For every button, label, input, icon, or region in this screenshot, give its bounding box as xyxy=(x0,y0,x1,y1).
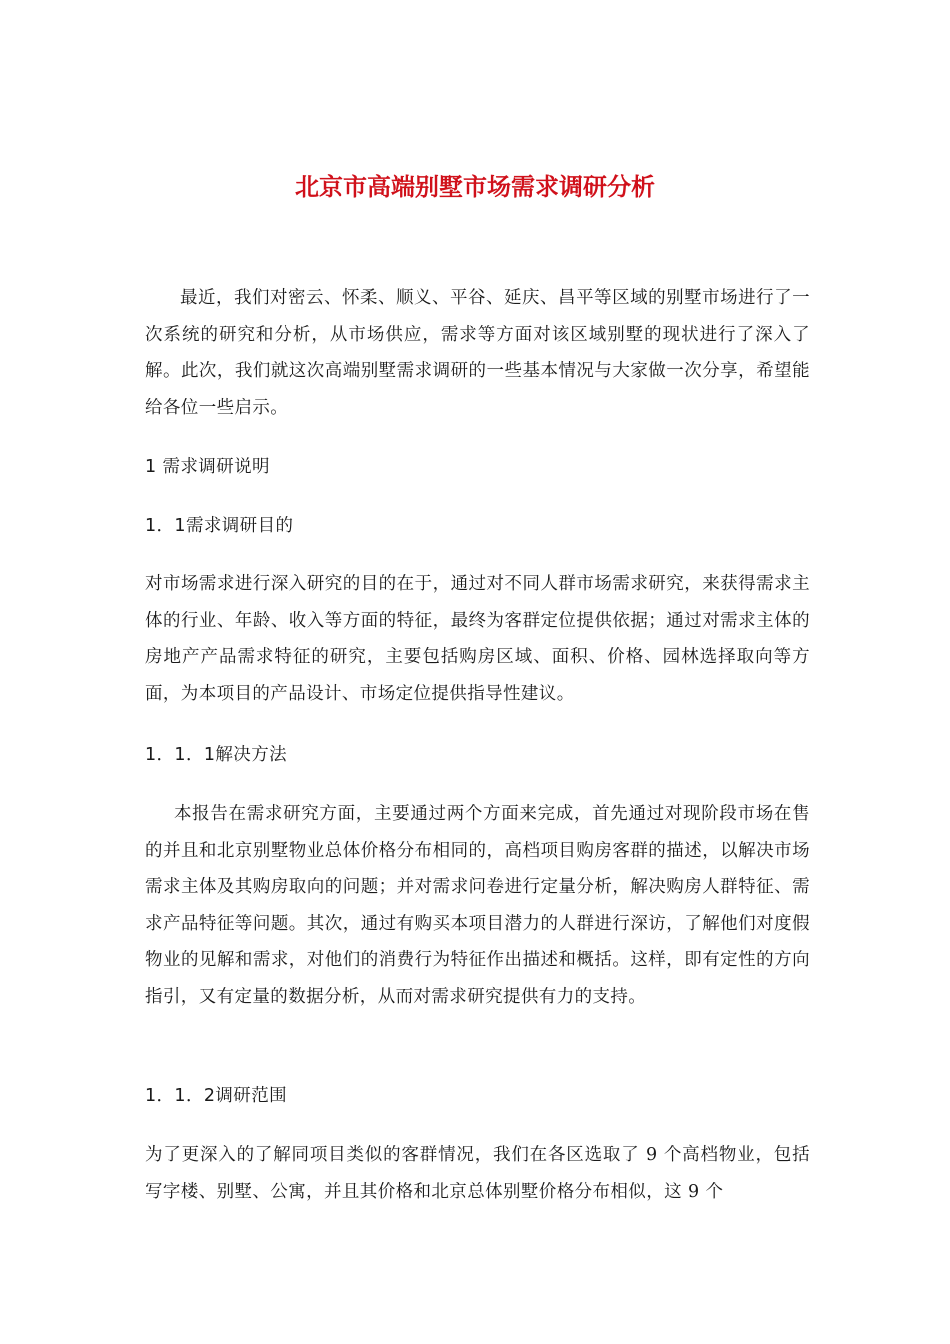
section-title: 需求调研目的 xyxy=(185,516,294,536)
document-title: 北京市高端别墅市场需求调研分析 xyxy=(295,172,655,201)
section-number: 1 xyxy=(145,457,163,477)
section-paragraph: 为了更深入的了解同项目类似的客群情况，我们在各区选取了 9 个高档物业，包括写字楼、别墅、公寓，并且其价格和北京总体别墅价格分布相似，这 9 个 xyxy=(145,1145,810,1202)
section-1-1-1-body-block xyxy=(145,796,810,1015)
section-title: 调研范围 xyxy=(215,1086,288,1106)
section-number: 1．1 xyxy=(145,516,186,536)
section-1-1-2-body-block xyxy=(145,1137,810,1210)
intro-paragraph-block xyxy=(145,280,810,426)
section-title: 需求调研说明 xyxy=(162,457,270,477)
section-title: 解决方法 xyxy=(215,745,288,765)
section-heading-1-1-2 xyxy=(145,1082,287,1110)
section-heading-1-1 xyxy=(145,512,293,540)
section-paragraph: 本报告在需求研究方面，主要通过两个方面来完成，首先通过对现阶段市场在售的并且和北京别墅物业总体价格分布相同的，高档项目购房客群的描述，以解决市场需求主体及其购房取向的问题；并对需求问卷进行定量分析，解决购房人群特征、需求产品特征等问题。其次，通过有购买本项目潜力的人群进行深访，了解他们对度假物业的见解和需求，对他们的消费行为特征作出描述和概括。这样，即有定性的方向指引，又有定量的数据分析，从而对需求研究提供有力的支持。 xyxy=(145,804,810,1007)
section-1-1-body-block xyxy=(145,566,810,712)
intro-paragraph: 最近，我们对密云、怀柔、顺义、平谷、延庆、昌平等区域的别墅市场进行了一次系统的研究和分析，从市场供应，需求等方面对该区域别墅的现状进行了深入了解。此次，我们就这次高端别墅需求调研的一些基本情况与大家做一次分享，希望能给各位一些启示。 xyxy=(145,288,810,418)
section-number: 1．1．2 xyxy=(145,1086,216,1106)
section-heading-1 xyxy=(145,453,270,481)
section-heading-1-1-1 xyxy=(145,741,287,769)
section-paragraph: 对市场需求进行深入研究的目的在于，通过对不同人群市场需求研究，来获得需求主体的行业、年龄、收入等方面的特征，最终为客群定位提供依据；通过对需求主体的房地产产品需求特征的研究，主要包括购房区域、面积、价格、园林选择取向等方面，为本项目的产品设计、市场定位提供指导性建议。 xyxy=(145,574,810,704)
section-number: 1．1．1 xyxy=(145,745,216,765)
